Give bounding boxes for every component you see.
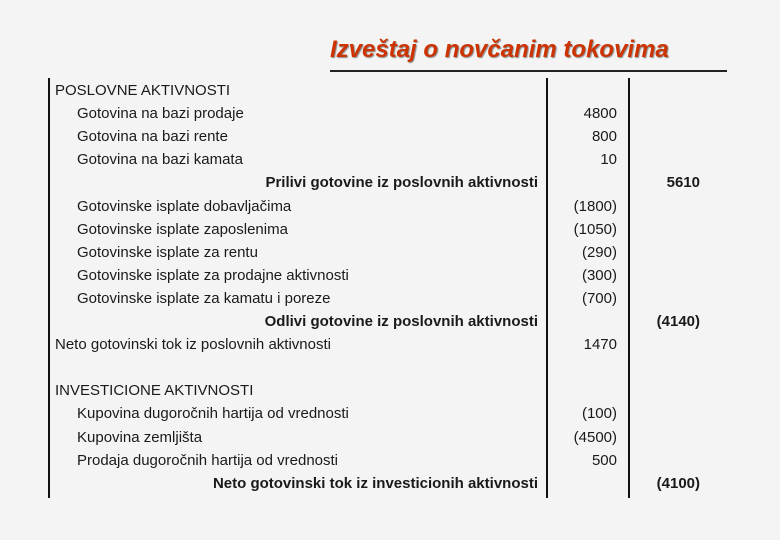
amount-cell: (300)	[581, 266, 617, 284]
table-row	[0, 380, 780, 403]
line-item-label: Gotovina na bazi prodaje	[77, 105, 244, 123]
table-row	[0, 196, 780, 219]
subtotal-label: Odlivi gotovine iz poslovnih aktivnosti	[264, 313, 538, 330]
amount-cell: 10	[600, 151, 617, 169]
table-row	[0, 172, 780, 195]
table-row	[0, 103, 780, 126]
amount-cell: 500	[591, 451, 617, 469]
line-item-label: Gotovina na bazi kamata	[77, 151, 243, 169]
amount-cell: (100)	[581, 405, 617, 423]
section-heading: INVESTICIONE AKTIVNOSTI	[55, 382, 254, 400]
table-row	[0, 311, 780, 334]
section-heading: POSLOVNE AKTIVNOSTI	[55, 82, 231, 99]
table-row	[0, 357, 780, 380]
total-cell: (4140)	[656, 313, 700, 330]
page-title: Izveštaj o novčanim tokovima	[330, 36, 669, 63]
net-label: Neto gotovinski tok iz poslovnih aktivnosti	[55, 336, 331, 354]
line-item-label: Gotovinske isplate dobavljačima	[77, 197, 292, 215]
line-item-label: Gotovinske isplate zaposlenima	[77, 220, 288, 238]
table-row	[0, 149, 780, 172]
amount-cell: (290)	[581, 243, 617, 261]
table-row	[0, 126, 780, 149]
amount-cell: (1800)	[573, 197, 617, 215]
amount-cell: (700)	[581, 289, 617, 307]
amount-cell: 800	[591, 128, 617, 146]
line-item-label: Gotovinske isplate za rentu	[77, 243, 258, 261]
table-row	[0, 265, 780, 288]
table-row	[0, 80, 780, 103]
table-row	[0, 427, 780, 450]
table-row	[0, 242, 780, 265]
table-row	[0, 334, 780, 357]
table-row	[0, 288, 780, 311]
total-cell: (4100)	[656, 474, 700, 492]
line-item-label: Kupovina zemljišta	[77, 428, 203, 446]
amount-cell: (1050)	[573, 220, 617, 238]
line-item-label: Kupovina dugoročnih hartija od vrednosti	[77, 405, 349, 423]
line-item-label: Gotovina na bazi rente	[77, 128, 228, 146]
subtotal-label: Prilivi gotovine iz poslovnih aktivnosti	[265, 174, 538, 192]
subtotal-label: Neto gotovinski tok iz investicionih aktivnosti	[212, 474, 538, 492]
table-row	[0, 403, 780, 426]
amount-cell: 4800	[583, 105, 617, 123]
table-row	[0, 473, 780, 496]
amount-cell: 1470	[583, 336, 617, 354]
line-item-label: Gotovinske isplate za kamatu i poreze	[77, 289, 331, 307]
line-item-label: Prodaja dugoročnih hartija od vrednosti	[77, 451, 338, 469]
table-row	[0, 219, 780, 242]
line-item-label: Gotovinske isplate za prodajne aktivnosti	[77, 266, 349, 284]
title-underline	[330, 70, 727, 72]
table-row	[0, 450, 780, 473]
amount-cell: (4500)	[573, 428, 617, 446]
total-cell: 5610	[666, 174, 700, 192]
